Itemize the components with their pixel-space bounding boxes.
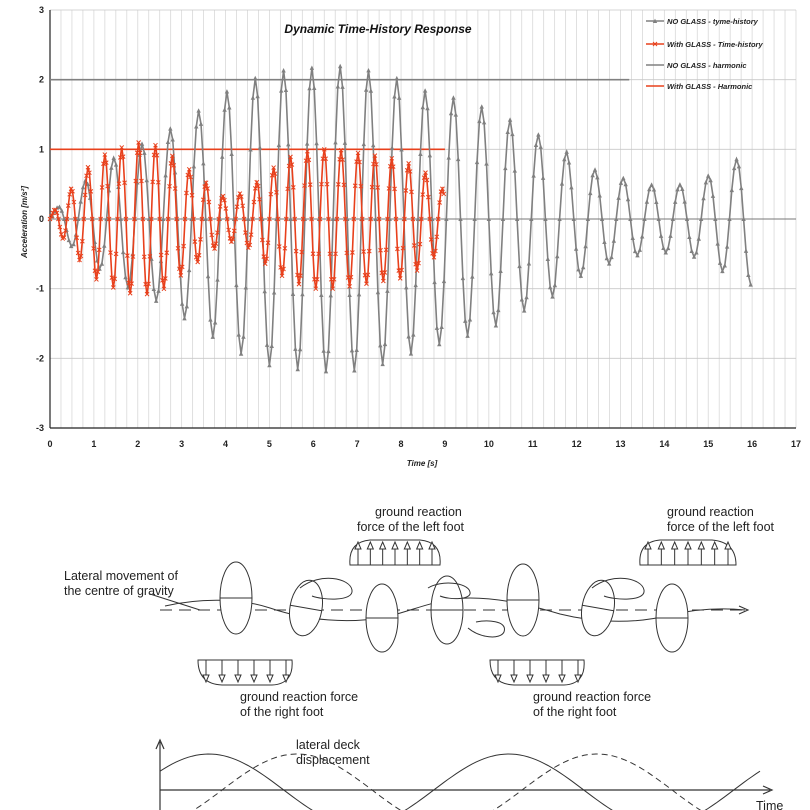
data-point: [270, 344, 274, 348]
x-tick-label: 13: [615, 439, 626, 449]
data-point: [140, 141, 144, 145]
data-point: [319, 293, 323, 297]
left-foot-force-box-1: [350, 540, 440, 565]
arrowhead-icon: [417, 542, 423, 549]
label-right-foot-2-line2: of the right foot: [533, 705, 617, 719]
data-point: [548, 285, 552, 289]
data-point: [531, 173, 535, 177]
data-point: [305, 141, 309, 145]
x-tick-label: 14: [659, 439, 670, 449]
heel-loop: [468, 621, 504, 637]
data-point: [239, 351, 243, 355]
data-point: [425, 106, 429, 110]
footprint-left-4: [507, 564, 539, 636]
data-point: [744, 248, 748, 252]
data-point: [583, 244, 587, 248]
y-tick-label: 3: [38, 5, 44, 15]
data-point: [454, 112, 458, 116]
data-point: [253, 76, 257, 80]
data-point: [206, 274, 210, 278]
arrowhead-icon: [527, 675, 533, 682]
arrowhead-icon: [698, 542, 704, 549]
legend-entry-no-glass-harmonic: [646, 61, 747, 70]
chart-title: Dynamic Time-History Response: [284, 22, 472, 36]
data-point: [609, 255, 613, 259]
data-point: [262, 289, 266, 293]
data-point: [187, 268, 191, 272]
x-tick-label: 11: [527, 439, 538, 449]
data-point: [395, 76, 399, 80]
x-tick-label: 6: [310, 439, 316, 449]
data-point: [605, 256, 609, 260]
data-point: [694, 250, 698, 254]
data-point: [734, 157, 738, 161]
data-point: [706, 173, 710, 177]
data-point: [350, 348, 354, 352]
data-point: [296, 367, 300, 371]
data-point: [194, 124, 198, 128]
footprints: [220, 562, 688, 652]
data-point: [449, 111, 453, 115]
label-deck-line2: displacement: [296, 753, 370, 767]
data-point: [234, 283, 238, 287]
data-point: [534, 143, 538, 147]
footprint-right-1: [366, 584, 398, 652]
y-tick-label: -1: [35, 283, 44, 294]
data-point: [163, 173, 167, 177]
data-point: [220, 154, 224, 158]
data-point: [366, 68, 370, 72]
arrowhead-icon: [267, 675, 273, 682]
footprint-left-2: [285, 578, 326, 639]
y-tick-label: 0: [38, 214, 44, 224]
data-point: [338, 64, 342, 68]
data-point: [418, 152, 422, 156]
data-point: [451, 95, 455, 99]
label-deck-line1: lateral deck: [296, 738, 360, 752]
y-tick-label: 2: [38, 74, 44, 85]
legend-label: With GLASS - Harmonic: [667, 82, 753, 91]
data-point: [284, 88, 288, 92]
data-point: [579, 274, 583, 278]
arrowhead-icon: [380, 542, 386, 549]
label-right-foot-1-line2: of the right foot: [240, 705, 324, 719]
x-tick-label: 5: [266, 439, 272, 449]
data-point: [298, 347, 302, 351]
data-point: [142, 151, 146, 155]
data-point: [241, 334, 245, 338]
label-left-foot-1-line2: force of the left foot: [357, 520, 465, 534]
data-point: [67, 238, 71, 242]
x-axis-label: Time [s]: [406, 459, 438, 468]
x-tick-label: 2: [135, 439, 141, 449]
data-point: [560, 181, 564, 185]
data-point: [312, 86, 316, 90]
data-point: [612, 238, 616, 242]
data-point: [447, 155, 451, 159]
data-point: [170, 137, 174, 141]
data-point: [623, 182, 627, 186]
data-point: [421, 105, 425, 109]
data-point: [461, 276, 465, 280]
data-point: [182, 316, 186, 320]
left-foot-force-box-2: [640, 540, 736, 565]
data-point: [482, 120, 486, 124]
data-point: [432, 280, 436, 284]
data-point: [267, 363, 271, 367]
x-tick-label: 4: [223, 439, 229, 449]
data-point: [442, 279, 446, 283]
data-point: [687, 235, 691, 239]
label-right-foot-2-line1: ground reaction force: [533, 690, 652, 704]
data-point: [574, 246, 578, 250]
data-point: [435, 326, 439, 330]
data-point: [513, 168, 517, 172]
y-tick-label: -2: [35, 353, 44, 364]
data-point: [286, 142, 290, 146]
data-point: [180, 301, 184, 305]
data-point: [581, 265, 585, 269]
data-point: [732, 166, 736, 170]
data-point: [121, 250, 125, 254]
right-foot-force-box-2: [490, 660, 584, 685]
footprint-left-1: [220, 562, 252, 634]
data-point: [475, 160, 479, 164]
data-point: [423, 88, 427, 92]
data-point: [555, 254, 559, 258]
data-point: [468, 317, 472, 321]
data-point: [362, 142, 366, 146]
data-point: [640, 234, 644, 238]
x-tick-labels: [47, 439, 801, 449]
data-point: [227, 105, 231, 109]
arrowhead-icon: [658, 542, 664, 549]
legend-entry-with-glass-harmonic: [646, 82, 753, 91]
data-point: [704, 180, 708, 184]
data-point: [480, 104, 484, 108]
data-point: [355, 348, 359, 352]
arrowhead-icon: [404, 542, 410, 549]
legend-label: With GLASS - Time-history: [667, 40, 763, 49]
data-point: [569, 185, 573, 189]
data-point: [406, 334, 410, 338]
data-point: [564, 150, 568, 154]
label-cog-line1: Lateral movement of: [64, 569, 178, 583]
data-point: [508, 117, 512, 121]
data-point: [527, 261, 531, 265]
arrowhead-icon: [672, 542, 678, 549]
data-point: [666, 246, 670, 250]
data-point: [81, 185, 85, 189]
arrowhead-icon: [219, 675, 225, 682]
data-point: [428, 153, 432, 157]
gait-left-pointer: [150, 594, 200, 610]
data-point: [329, 293, 333, 297]
arrowhead-icon: [511, 675, 517, 682]
data-point: [737, 164, 741, 168]
x-tick-label: 1: [91, 439, 97, 449]
data-point: [385, 288, 389, 292]
data-point: [520, 297, 524, 301]
data-point: [437, 342, 441, 346]
data-point: [633, 249, 637, 253]
data-point: [185, 304, 189, 308]
data-point: [470, 274, 474, 278]
data-point: [114, 162, 118, 166]
data-point: [567, 160, 571, 164]
data-point: [392, 94, 396, 98]
data-point: [536, 132, 540, 136]
legend-entry-no-glass-time-history: [646, 17, 759, 26]
data-point: [100, 261, 104, 265]
data-point: [517, 264, 521, 268]
data-point: [307, 86, 311, 90]
data-point: [321, 348, 325, 352]
x-tick-label: 8: [398, 439, 404, 449]
data-point: [505, 130, 509, 134]
data-point: [364, 87, 368, 91]
data-point: [503, 166, 507, 170]
x-tick-label: 9: [442, 439, 448, 449]
data-point: [255, 94, 259, 98]
label-left-foot-1-line1: ground reaction: [375, 505, 462, 519]
arrowhead-icon: [725, 542, 731, 549]
data-point: [78, 199, 82, 203]
data-point: [593, 167, 597, 171]
arrowhead-icon: [559, 675, 565, 682]
right-foot-force-box-1: [198, 660, 292, 685]
arrowhead-icon: [392, 542, 398, 549]
deck-dashed-curve: [160, 754, 760, 810]
data-point: [588, 191, 592, 195]
data-point: [404, 285, 408, 289]
data-point: [109, 165, 113, 169]
data-point: [456, 157, 460, 161]
arrowhead-icon: [685, 542, 691, 549]
data-point: [102, 243, 106, 247]
data-point: [701, 196, 705, 200]
data-point: [300, 292, 304, 296]
legend-entry-with-glass-time-history: [646, 40, 763, 49]
data-point: [546, 257, 550, 261]
data-point: [725, 244, 729, 248]
deck-displacement-curve: [160, 754, 760, 810]
footprint-left-3: [431, 576, 463, 644]
data-point: [265, 343, 269, 347]
data-point: [484, 161, 488, 165]
data-point: [380, 362, 384, 366]
x-tick-label: 3: [179, 439, 185, 449]
data-point: [196, 108, 200, 112]
data-point: [213, 320, 217, 324]
data-point: [550, 294, 554, 298]
arrowhead-icon: [251, 675, 257, 682]
data-point: [638, 247, 642, 251]
data-point: [746, 273, 750, 277]
data-point: [281, 68, 285, 72]
label-left-foot-2-line2: force of the left foot: [667, 520, 775, 534]
data-point: [112, 156, 116, 160]
data-point: [711, 194, 715, 198]
data-point: [199, 121, 203, 125]
data-point: [465, 333, 469, 337]
data-point: [333, 140, 337, 144]
x-tick-label: 12: [571, 439, 582, 449]
arrowhead-icon: [712, 542, 718, 549]
label-time: Time: [756, 799, 784, 810]
data-point: [166, 140, 170, 144]
data-point: [409, 351, 413, 355]
data-point: [340, 84, 344, 88]
x-tick-label: 15: [703, 439, 714, 449]
data-point: [723, 263, 727, 267]
data-point: [522, 308, 526, 312]
arrowhead-icon: [543, 675, 549, 682]
data-point: [661, 246, 665, 250]
data-point: [369, 88, 373, 92]
x-tick-label: 0: [47, 439, 53, 449]
data-point: [654, 200, 658, 204]
data-point: [626, 197, 630, 201]
label-cog-line2: the centre of gravity: [64, 584, 174, 598]
data-point: [326, 349, 330, 353]
data-point: [390, 146, 394, 150]
data-point: [352, 368, 356, 372]
label-left-foot-2-line1: ground reaction: [667, 505, 754, 519]
data-point: [739, 186, 743, 190]
data-point: [229, 152, 233, 156]
data-point: [347, 293, 351, 297]
arrowhead-icon: [367, 542, 373, 549]
data-point: [673, 200, 677, 204]
data-point: [293, 347, 297, 351]
legend-label: NO GLASS - tyme-history: [667, 17, 758, 26]
y-tick-labels: [36, 5, 44, 433]
data-point: [168, 126, 172, 130]
data-point: [645, 199, 649, 203]
data-point: [336, 84, 340, 88]
data-point: [524, 295, 528, 299]
data-point: [439, 325, 443, 329]
data-point: [279, 88, 283, 92]
footprint-left-5: [577, 578, 618, 639]
y-tick-label: -3: [35, 423, 44, 433]
data-point: [494, 323, 498, 327]
y-axis-label: Acceleration [m/s²]: [20, 185, 29, 259]
data-point: [491, 310, 495, 314]
gait-diagram: [0, 470, 810, 810]
data-point: [489, 271, 493, 275]
data-point: [553, 283, 557, 287]
data-point: [154, 299, 158, 303]
data-point: [208, 317, 212, 321]
data-point: [201, 161, 205, 165]
data-point: [602, 240, 606, 244]
data-point: [678, 182, 682, 186]
x-tick-label: 17: [790, 439, 802, 449]
data-point: [498, 269, 502, 273]
data-point: [541, 176, 545, 180]
data-point: [314, 141, 318, 145]
y-tick-label: 1: [38, 144, 44, 155]
data-point: [237, 332, 241, 336]
label-right-foot-1-line1: ground reaction force: [240, 690, 359, 704]
x-tick-label: 10: [483, 439, 494, 449]
footprint-right-2: [656, 584, 688, 652]
data-point: [718, 260, 722, 264]
data-point: [272, 290, 276, 294]
x-tick-label: 16: [747, 439, 758, 449]
arrowhead-icon: [235, 675, 241, 682]
data-point: [383, 342, 387, 346]
data-point: [690, 249, 694, 253]
data-point: [222, 107, 226, 111]
data-point: [621, 176, 625, 180]
legend-label: NO GLASS - harmonic: [667, 61, 747, 70]
data-point: [413, 283, 417, 287]
data-point: [215, 277, 219, 281]
data-point: [668, 234, 672, 238]
data-point: [659, 233, 663, 237]
data-point: [251, 95, 255, 99]
data-point: [145, 178, 149, 182]
data-point: [371, 143, 375, 147]
data-point: [539, 144, 543, 148]
x-tick-label: 7: [354, 439, 360, 449]
